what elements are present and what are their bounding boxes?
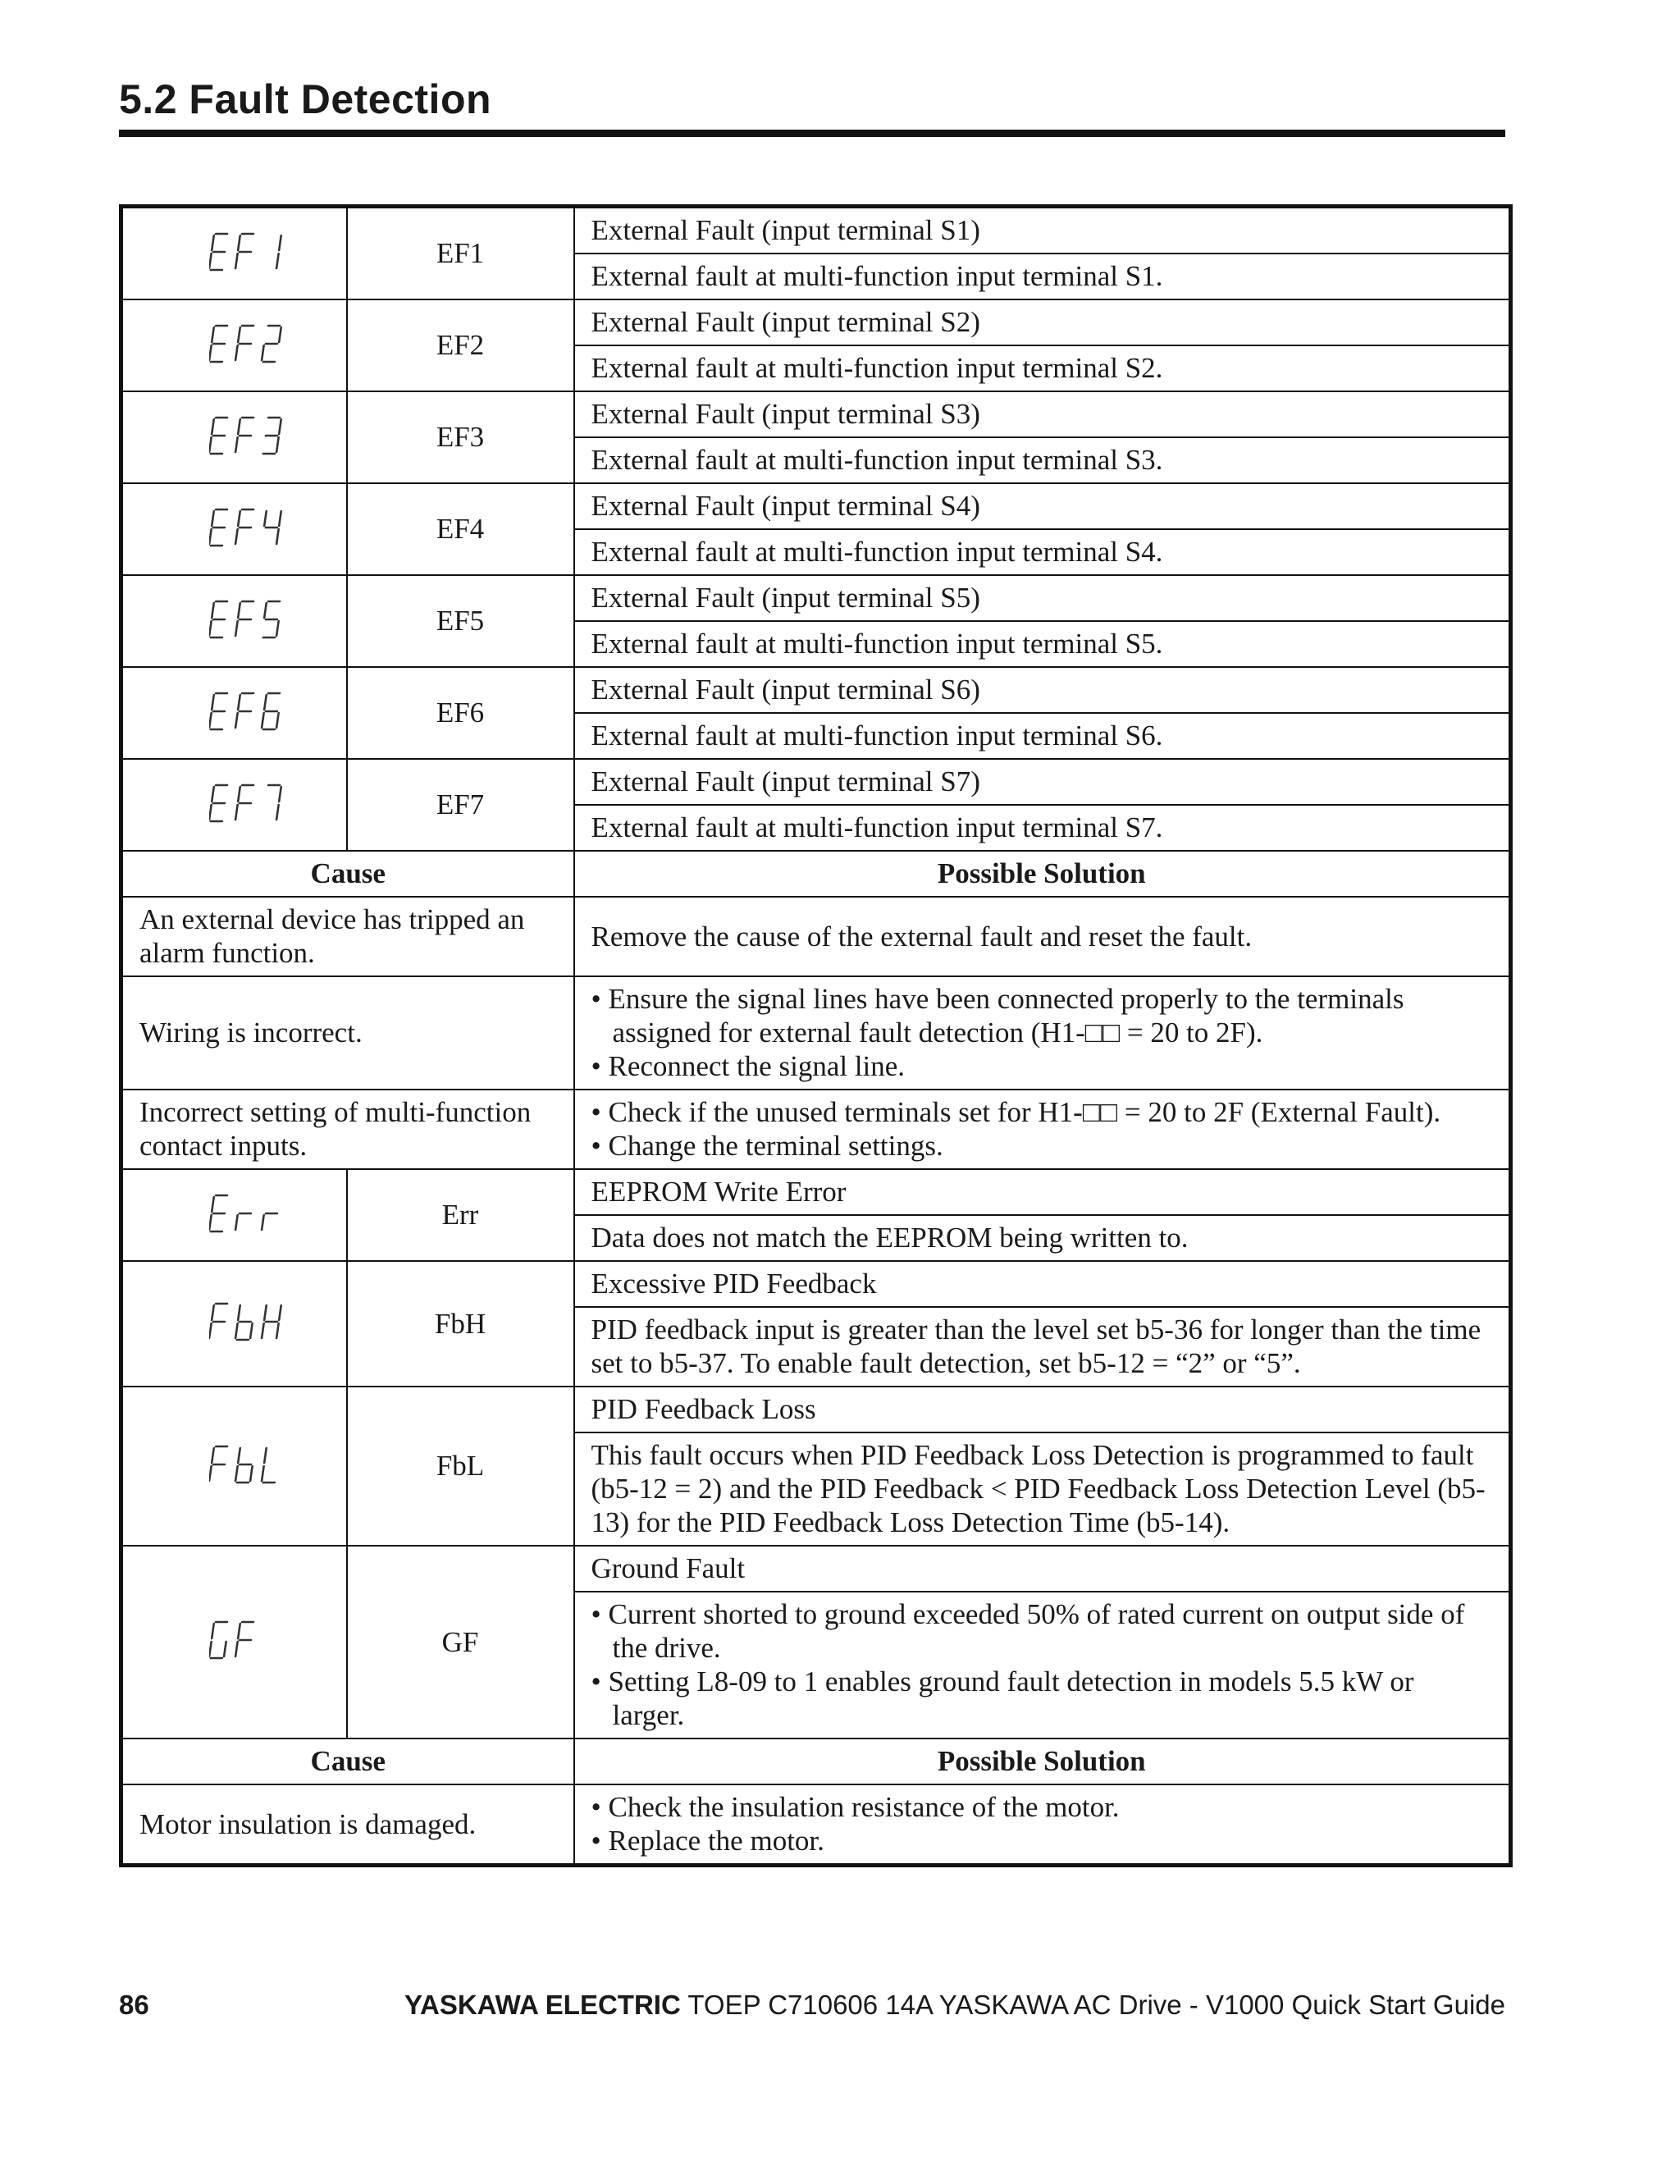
fault-row <box>121 667 1511 713</box>
display-glyph <box>235 234 253 268</box>
display-glyph <box>209 509 227 546</box>
display-segment <box>238 603 240 618</box>
display-segment <box>238 235 240 250</box>
fault-name: Excessive PID Feedback <box>574 1261 1511 1307</box>
display-segment <box>235 254 238 268</box>
solution-header: Possible Solution <box>574 851 1511 897</box>
display-glyph <box>235 1448 255 1483</box>
cause-row <box>121 976 1511 1090</box>
fault-table <box>119 204 1513 1867</box>
fault-description: This fault occurs when PID Feedback Loss Detection is programmed to fault (b5-12 = 2) and the PID Feedback < PID Feedback Loss Detection Level (b5-13) for the PID Feedback Loss Detection Time (b5-14). <box>574 1432 1511 1546</box>
fault-row <box>121 575 1511 621</box>
display-segment <box>264 1448 267 1463</box>
display-segment <box>212 327 214 342</box>
fault-display-cell <box>121 391 347 483</box>
display-segment <box>209 437 212 452</box>
display-glyph <box>235 418 253 452</box>
fault-description: External fault at multi-function input terminal S2. <box>574 345 1511 391</box>
display-glyph <box>209 601 227 637</box>
fault-display-cell <box>121 207 347 300</box>
display-glyph <box>262 1305 281 1338</box>
display-segment <box>238 695 240 710</box>
display-glyph <box>263 418 281 454</box>
display-segment <box>209 621 212 636</box>
fault-code: EF4 <box>347 483 574 575</box>
display-glyph <box>209 693 227 729</box>
display-glyph <box>209 418 227 454</box>
display-glyph <box>235 509 253 544</box>
fault-code: GF <box>347 1546 574 1739</box>
cause-header: Cause <box>121 1739 574 1784</box>
fault-row <box>121 483 1511 529</box>
display-segment <box>212 603 214 618</box>
fault-code: EF5 <box>347 575 574 667</box>
display-segment <box>235 805 238 820</box>
fault-name: PID Feedback Loss <box>574 1387 1511 1432</box>
display-glyph <box>235 785 253 820</box>
solution-text <box>574 976 1511 1090</box>
display-glyph <box>235 693 253 728</box>
display-segment <box>276 529 279 544</box>
fault-row <box>121 759 1511 805</box>
fault-code: FbL <box>347 1387 574 1546</box>
display-glyph <box>262 511 281 544</box>
cause-header: Cause <box>121 851 574 897</box>
display-glyph <box>276 235 281 268</box>
display-segment <box>238 1305 240 1320</box>
fault-description: External fault at multi-function input terminal S1. <box>574 254 1511 299</box>
display-segment <box>238 419 240 434</box>
seven-segment-display <box>209 688 316 738</box>
fault-code: EF6 <box>347 667 574 759</box>
display-glyph <box>262 1213 277 1230</box>
text-line: Remove the cause of the external fault and reset the fault. <box>591 920 1253 953</box>
display-segment <box>235 1215 238 1230</box>
display-glyph <box>209 785 227 821</box>
display-segment <box>209 1466 212 1481</box>
solution-text <box>574 1090 1511 1169</box>
fault-display-cell <box>121 299 347 391</box>
text-line: • Check if the unused terminals set for H1-□□ = 20 to 2F (External Fault). <box>591 1096 1441 1128</box>
display-segment <box>209 1215 212 1230</box>
text-line: • Ensure the signal lines have been connected properly to the terminals assigned for external fault detection (H1-□□ = 20 to 2F). <box>591 983 1404 1049</box>
fault-row <box>121 1387 1511 1432</box>
display-segment <box>235 1323 238 1338</box>
seven-segment-display <box>209 1442 316 1491</box>
display-segment <box>276 437 279 452</box>
title-rule <box>119 130 1505 137</box>
display-glyph <box>235 1305 255 1340</box>
display-segment <box>235 529 238 544</box>
seven-segment-display <box>209 1617 316 1666</box>
cause-text: Incorrect setting of multi-function contact inputs. <box>121 1090 574 1169</box>
display-segment <box>235 437 238 452</box>
cause-header-row <box>121 851 1511 897</box>
fault-name: External Fault (input terminal S4) <box>574 483 1511 529</box>
display-segment <box>264 511 267 526</box>
fault-code: EF3 <box>347 391 574 483</box>
display-segment <box>212 511 214 526</box>
display-segment <box>212 787 214 802</box>
display-glyph <box>262 693 281 729</box>
display-segment <box>238 327 240 342</box>
fault-description <box>574 1592 1511 1739</box>
fault-display-cell <box>121 1261 347 1387</box>
fault-name: External Fault (input terminal S7) <box>574 759 1511 805</box>
display-segment <box>209 1323 212 1338</box>
display-segment <box>209 713 212 728</box>
display-segment <box>262 345 264 360</box>
display-segment <box>279 787 281 802</box>
display-segment <box>276 713 279 728</box>
fault-row <box>121 1261 1511 1307</box>
display-segment <box>279 419 281 434</box>
solution-text <box>574 897 1511 976</box>
footer-brand: YASKAWA ELECTRIC <box>404 1990 681 2020</box>
display-segment <box>250 1466 253 1481</box>
text-line: • Setting L8-09 to 1 enables ground fault detection in models 5.5 kW or larger. <box>591 1665 1414 1731</box>
fault-name: EEPROM Write Error <box>574 1169 1511 1215</box>
seven-segment-display <box>209 505 316 554</box>
cause-row <box>121 897 1511 976</box>
text-line: • Reconnect the signal line. <box>591 1050 906 1082</box>
solution-header: Possible Solution <box>574 1739 1511 1784</box>
footer-text <box>404 1990 1505 2021</box>
display-glyph <box>235 1622 253 1656</box>
display-segment <box>238 511 240 526</box>
fault-name: External Fault (input terminal S2) <box>574 299 1511 345</box>
page-title: 5.2 Fault Detection <box>119 76 492 122</box>
display-glyph <box>209 326 227 362</box>
display-segment <box>212 1624 214 1638</box>
fault-code: EF1 <box>347 207 574 300</box>
display-segment <box>238 1624 240 1638</box>
fault-code: EF2 <box>347 299 574 391</box>
display-segment <box>209 345 212 360</box>
fault-name: Ground Fault <box>574 1546 1511 1592</box>
fault-code: EF7 <box>347 759 574 851</box>
footer-doc: TOEP C710606 14A YASKAWA AC Drive - V1000 Quick Start Guide <box>680 1990 1505 2020</box>
text-line: • Current shorted to ground exceeded 50% of rated current on output side of the drive. <box>591 1598 1465 1664</box>
display-segment <box>262 1215 264 1230</box>
cause-text: Motor insulation is damaged. <box>121 1784 574 1866</box>
text-line: • Check the insulation resistance of the motor. <box>591 1791 1120 1823</box>
fault-display-cell <box>121 1546 347 1739</box>
display-segment <box>212 1448 214 1463</box>
display-segment <box>276 254 279 268</box>
solution-text <box>574 1784 1511 1866</box>
text-line: • Change the terminal settings. <box>591 1130 943 1162</box>
fault-code: Err <box>347 1169 574 1261</box>
fault-description: External fault at multi-function input terminal S4. <box>574 529 1511 575</box>
cause-text: Wiring is incorrect. <box>121 976 574 1090</box>
display-segment <box>279 511 281 526</box>
display-glyph <box>209 1446 227 1481</box>
fault-display-cell <box>121 759 347 851</box>
fault-row <box>121 299 1511 345</box>
display-segment <box>279 1305 281 1320</box>
display-segment <box>224 1642 226 1656</box>
display-segment <box>264 603 267 618</box>
fault-name: External Fault (input terminal S5) <box>574 575 1511 621</box>
fault-name: External Fault (input terminal S1) <box>574 207 1511 254</box>
display-segment <box>262 713 264 728</box>
display-segment <box>276 621 279 636</box>
display-segment <box>235 1466 238 1481</box>
fault-display-cell <box>121 575 347 667</box>
display-segment <box>264 695 267 710</box>
seven-segment-display <box>209 780 316 829</box>
fault-row <box>121 391 1511 437</box>
display-segment <box>250 1323 253 1338</box>
display-segment <box>276 1323 279 1338</box>
display-glyph <box>235 1213 251 1230</box>
fault-name: External Fault (input terminal S3) <box>574 391 1511 437</box>
display-segment <box>212 419 214 434</box>
fault-display-cell <box>121 667 347 759</box>
display-glyph <box>262 326 281 362</box>
fault-row <box>121 1546 1511 1592</box>
display-segment <box>279 327 281 342</box>
fault-description: External fault at multi-function input terminal S5. <box>574 621 1511 667</box>
fault-description: External fault at multi-function input terminal S7. <box>574 805 1511 851</box>
display-segment <box>209 529 212 544</box>
display-segment <box>209 805 212 820</box>
seven-segment-display <box>209 1190 316 1240</box>
fault-display-cell <box>121 1387 347 1546</box>
fault-row <box>121 207 1511 254</box>
display-segment <box>238 787 240 802</box>
display-segment <box>209 1642 212 1656</box>
fault-description: Data does not match the EEPROM being written to. <box>574 1215 1511 1261</box>
display-glyph <box>209 234 227 270</box>
display-segment <box>238 1448 240 1463</box>
seven-segment-display <box>209 229 316 278</box>
seven-segment-display <box>209 596 316 646</box>
display-segment <box>235 621 238 636</box>
display-segment <box>262 1466 264 1481</box>
cause-row <box>121 1784 1511 1866</box>
display-glyph <box>209 1304 227 1338</box>
display-segment <box>235 345 238 360</box>
cause-row <box>121 1090 1511 1169</box>
text-line: • Replace the motor. <box>591 1825 824 1857</box>
display-glyph <box>263 785 281 820</box>
page-number: 86 <box>119 1990 149 2020</box>
fault-description: External fault at multi-function input terminal S6. <box>574 713 1511 759</box>
fault-display-cell <box>121 1169 347 1261</box>
fault-display-cell <box>121 483 347 575</box>
fault-row <box>121 1169 1511 1215</box>
display-glyph <box>209 1622 229 1658</box>
display-glyph <box>235 326 253 360</box>
display-segment <box>212 235 214 250</box>
cause-text: An external device has tripped an alarm function. <box>121 897 574 976</box>
display-segment <box>279 235 281 250</box>
seven-segment-display <box>209 413 316 462</box>
display-segment <box>209 254 212 268</box>
display-segment <box>235 1642 238 1656</box>
display-segment <box>262 1323 264 1338</box>
display-glyph <box>262 1448 280 1483</box>
fault-name: External Fault (input terminal S6) <box>574 667 1511 713</box>
seven-segment-display <box>209 1299 316 1348</box>
fault-code: FbH <box>347 1261 574 1387</box>
seven-segment-display <box>209 321 316 370</box>
fault-description: PID feedback input is greater than the level set b5-36 for longer than the time set to b5-37. To enable fault detection, set b5-12 = “2” or “5”. <box>574 1307 1511 1387</box>
display-segment <box>212 1305 214 1320</box>
display-segment <box>212 695 214 710</box>
cause-header-row <box>121 1739 1511 1784</box>
display-glyph <box>262 601 281 637</box>
fault-description: External fault at multi-function input terminal S3. <box>574 437 1511 483</box>
display-segment <box>235 713 238 728</box>
display-segment <box>276 805 279 820</box>
display-glyph <box>235 601 253 636</box>
display-segment <box>264 1305 267 1320</box>
display-glyph <box>209 1195 227 1231</box>
display-segment <box>212 1197 214 1212</box>
